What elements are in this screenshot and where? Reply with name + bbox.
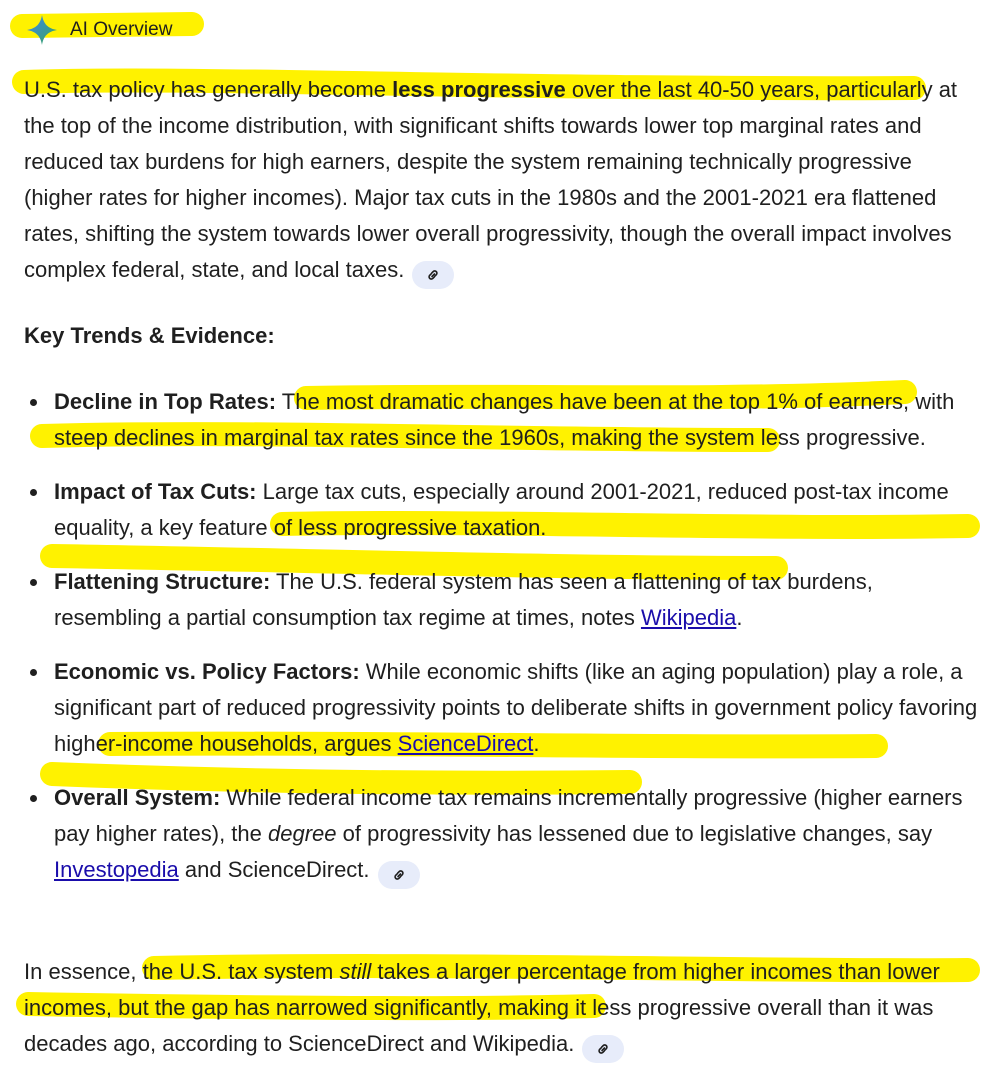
intro-paragraph — [24, 72, 984, 289]
item-label: Impact of Tax Cuts: — [54, 479, 257, 504]
item-label: Economic vs. Policy Factors: — [54, 659, 360, 684]
wikipedia-link[interactable]: Wikipedia — [640, 605, 737, 630]
source-link-chip[interactable] — [582, 1035, 624, 1063]
investopedia-link[interactable]: Investopedia — [54, 857, 179, 882]
source-link-chip[interactable] — [412, 261, 454, 289]
intro-text-2: over the last 40-50 years, particularly at the top of the income distribution, with significant shifts towards lower top marginal rates and reduced tax burdens for high earners, despite the system remaining technically progressive (higher rates for higher incomes). Major tax cuts in the 1980s and the 2001-2021 era flattened rates, shifting the system towards lower overall progressivity, though the overall impact involves complex federal, state, and local taxes. — [24, 77, 958, 282]
conclusion-text-1: In essence, the U.S. tax system — [24, 959, 340, 984]
item-text: The U.S. federal system has seen a flattening of tax burdens, resembling a partial consumption tax regime at times, notes — [54, 569, 873, 630]
conclusion-text-2: takes a larger percentage from higher incomes than lower incomes, but the gap has narrowed significantly, making it less progressive overall than it was decades ago, according to ScienceDirect and Wikipedia. — [24, 959, 940, 1056]
item-text: Large tax cuts, especially around 2001-2021, reduced post-tax income equality, a key feature of less progressive taxation. — [54, 479, 949, 540]
item-text-after: . — [533, 731, 540, 756]
list-item — [0, 474, 1006, 546]
item-text: While economic shifts (like an aging population) play a role, a significant part of reduced progressivity points to deliberate shifts in government policy favoring higher-income households, argues — [54, 659, 978, 756]
key-trends-list — [0, 384, 1006, 907]
item-label: Overall System: — [54, 785, 221, 810]
item-text: The most dramatic changes have been at the top 1% of earners, with steep declines in marginal tax rates since the 1960s, making the system less progressive. — [54, 389, 955, 450]
item-text: While federal income tax remains incrementally progressive (higher earners pay higher rates), the — [54, 785, 963, 846]
list-item — [0, 780, 1006, 889]
intro-text-1: U.S. tax policy has generally become — [24, 77, 393, 102]
ai-overview-header — [26, 12, 172, 48]
sciencedirect-link[interactable]: ScienceDirect — [397, 731, 534, 756]
list-item — [0, 654, 1006, 762]
item-text-after: and ScienceDirect. — [178, 857, 370, 882]
item-text-after: . — [736, 605, 743, 630]
conclusion-paragraph — [24, 954, 984, 1063]
intro-bold: less progressive — [392, 77, 566, 102]
source-link-chip[interactable] — [378, 861, 420, 889]
link-icon — [425, 267, 441, 283]
sparkle-icon — [26, 14, 58, 46]
item-label: Decline in Top Rates: — [54, 389, 277, 414]
item-text-2: of progressivity has lessened due to legislative changes, say — [336, 821, 933, 846]
link-icon — [595, 1041, 611, 1057]
conclusion-italic: still — [339, 959, 372, 984]
list-item — [0, 384, 1006, 456]
link-icon — [391, 867, 407, 883]
item-italic: degree — [268, 821, 337, 846]
key-trends-heading: Key Trends & Evidence: — [24, 323, 275, 348]
ai-overview-title: AI Overview — [70, 19, 173, 40]
list-item — [0, 564, 1006, 636]
item-label: Flattening Structure: — [54, 569, 271, 594]
